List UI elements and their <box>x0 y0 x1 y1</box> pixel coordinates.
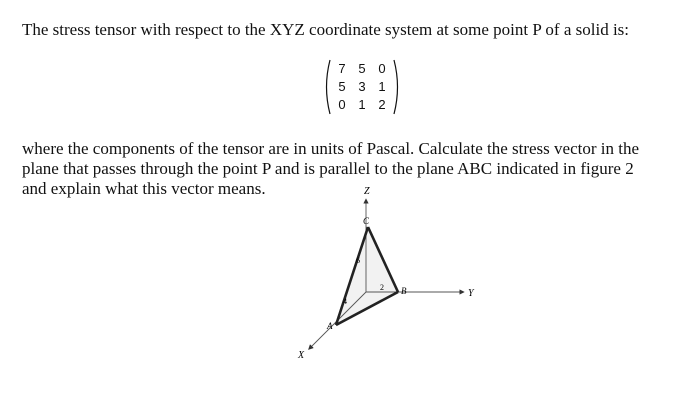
dimension-label-2: 2 <box>380 283 384 292</box>
tensor-cell-r1c3: 0 <box>378 61 386 76</box>
dimension-label-6: 6 <box>356 256 360 265</box>
plane-abc-figure <box>284 184 494 394</box>
tensor-cell-r3c1: 0 <box>338 97 346 112</box>
point-label-a: A <box>327 321 333 331</box>
tensor-cell-r2c2: 3 <box>358 79 366 94</box>
axis-label-y: Y <box>468 288 474 299</box>
intro-text: The stress tensor with respect to the XYZ coordinate system at some point P of a solid is: <box>22 20 630 39</box>
body-text-line-3: and explain what this vector means. <box>22 179 266 198</box>
body-text-line-1: where the components of the tensor are in units of Pascal. Calculate the stress vector in the <box>22 139 640 158</box>
tensor-cell-r1c2: 5 <box>358 61 366 76</box>
body-text-line-2: plane that passes through the point P and is parallel to the plane ABC indicated in figure 2 <box>22 159 634 178</box>
stress-tensor-matrix <box>322 58 402 116</box>
tensor-cell-r3c3: 2 <box>378 97 386 112</box>
point-label-b: B <box>401 286 407 296</box>
tensor-cell-r3c2: 1 <box>358 97 366 112</box>
tensor-cell-r1c1: 7 <box>338 61 346 76</box>
axis-label-z: Z <box>364 186 370 197</box>
point-label-c: C <box>363 216 370 226</box>
tensor-cell-r2c1: 5 <box>338 79 346 94</box>
plane-abc-face <box>336 227 398 325</box>
tensor-cell-r2c3: 1 <box>378 79 386 94</box>
dimension-label-4: 4 <box>343 297 347 306</box>
axis-label-x: X <box>298 350 305 361</box>
